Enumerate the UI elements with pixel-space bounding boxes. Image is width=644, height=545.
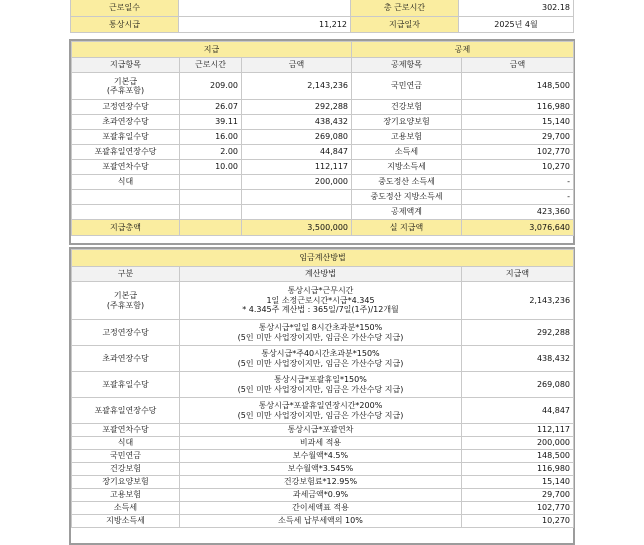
calc-item: 초과연장수당 xyxy=(72,346,180,372)
pay-title: 지급 xyxy=(72,42,352,58)
calc-item: 포괄연차수당 xyxy=(72,424,180,437)
col-header: 금액 xyxy=(462,58,574,73)
deduction-item: 국민연금 xyxy=(352,73,462,100)
calc-amount: 116,980 xyxy=(462,463,574,476)
summary-table xyxy=(70,0,574,33)
calc-method: 간이세액표 적용 xyxy=(180,502,462,515)
table-row xyxy=(72,160,574,175)
table-row xyxy=(72,515,574,528)
calc-item: 고정연장수당 xyxy=(72,320,180,346)
pay-amount xyxy=(242,190,352,205)
total-row xyxy=(72,220,574,236)
table-row xyxy=(72,320,574,346)
col-header: 공제항목 xyxy=(352,58,462,73)
table-row xyxy=(72,476,574,489)
deduction-amount: 423,360 xyxy=(462,205,574,220)
table-row xyxy=(72,398,574,424)
pay-hours: 26.07 xyxy=(180,100,242,115)
deduction-item: 소득세 xyxy=(352,145,462,160)
calc-item: 포괄휴일연장수당 xyxy=(72,398,180,424)
deduction-amount: 116,980 xyxy=(462,100,574,115)
pay-item: 초과연장수당 xyxy=(72,115,180,130)
calc-item: 포괄휴일수당 xyxy=(72,372,180,398)
deduction-item: 고용보험 xyxy=(352,130,462,145)
calc-method: 통상시급*근무시간 1일 소정근로시간*시급*4.345 * 4.345주 계산법 : 365일/7일(1주)/12개월 xyxy=(180,282,462,320)
deduction-title: 공제 xyxy=(352,42,574,58)
total-amount: 3,500,000 xyxy=(242,220,352,236)
calc-amount: 102,770 xyxy=(462,502,574,515)
calc-header-row xyxy=(72,267,574,282)
calc-method: 보수월액*3.545% xyxy=(180,463,462,476)
total-label: 지급총액 xyxy=(72,220,180,236)
calc-title: 임금계산방법 xyxy=(72,250,574,267)
table-row xyxy=(72,205,574,220)
table-row xyxy=(72,100,574,115)
summary-row xyxy=(71,17,574,33)
col-header: 지급액 xyxy=(462,267,574,282)
calc-amount: 29,700 xyxy=(462,489,574,502)
calc-item: 건강보험 xyxy=(72,463,180,476)
calc-table xyxy=(71,249,574,528)
calc-amount: 438,432 xyxy=(462,346,574,372)
calc-amount: 292,288 xyxy=(462,320,574,346)
deduction-amount: 15,140 xyxy=(462,115,574,130)
pay-amount: 112,117 xyxy=(242,160,352,175)
value-work-days xyxy=(179,0,351,17)
value-total-hours: 302.18 xyxy=(459,0,574,17)
table-row xyxy=(72,424,574,437)
value-hourly-wage: 11,212 xyxy=(179,17,351,33)
calc-method: 소득세 납부세액의 10% xyxy=(180,515,462,528)
deduction-item: 공제액계 xyxy=(352,205,462,220)
pay-amount: 44,847 xyxy=(242,145,352,160)
calc-method: 과세금액*0.9% xyxy=(180,489,462,502)
pay-hours: 10.00 xyxy=(180,160,242,175)
deduction-item: 중도정산 지방소득세 xyxy=(352,190,462,205)
calc-method: 보수월액*4.5% xyxy=(180,450,462,463)
col-header: 지급항목 xyxy=(72,58,180,73)
net-label: 실 지급액 xyxy=(352,220,462,236)
deduction-amount: 10,270 xyxy=(462,160,574,175)
deduction-amount: 29,700 xyxy=(462,130,574,145)
pay-hours: 39.11 xyxy=(180,115,242,130)
pay-hours: 209.00 xyxy=(180,73,242,100)
calc-item: 식대 xyxy=(72,437,180,450)
deduction-amount: 102,770 xyxy=(462,145,574,160)
calc-amount: 2,143,236 xyxy=(462,282,574,320)
pay-title-row xyxy=(72,42,574,58)
calc-item: 기본급 (주휴포함) xyxy=(72,282,180,320)
calc-amount: 10,270 xyxy=(462,515,574,528)
col-header: 근로시간 xyxy=(180,58,242,73)
summary-row xyxy=(71,0,574,17)
calc-item: 소득세 xyxy=(72,502,180,515)
table-row xyxy=(72,502,574,515)
calc-method: 통상시급*주40시간초과분*150% (5인 미만 사업장이지만, 임금은 가산수당 지급) xyxy=(180,346,462,372)
pay-hours xyxy=(180,205,242,220)
calc-item: 지방소득세 xyxy=(72,515,180,528)
calc-method: 통상시급*일일 8시간초과분*150% (5인 미만 사업장이지만, 임금은 가산수당 지급) xyxy=(180,320,462,346)
label-work-days: 근로일수 xyxy=(71,0,179,17)
col-header: 금액 xyxy=(242,58,352,73)
pay-amount: 269,080 xyxy=(242,130,352,145)
table-row xyxy=(72,190,574,205)
calc-method: 건강보험료*12.95% xyxy=(180,476,462,489)
pay-item: 포괄휴일수당 xyxy=(72,130,180,145)
pay-hours: 2.00 xyxy=(180,145,242,160)
calc-method: 비과세 적용 xyxy=(180,437,462,450)
pay-amount: 292,288 xyxy=(242,100,352,115)
pay-amount: 200,000 xyxy=(242,175,352,190)
pay-item xyxy=(72,205,180,220)
table-row xyxy=(72,463,574,476)
deduction-item: 장기요양보험 xyxy=(352,115,462,130)
calc-item: 장기요양보험 xyxy=(72,476,180,489)
net-amount: 3,076,640 xyxy=(462,220,574,236)
table-row xyxy=(72,282,574,320)
pay-item: 식대 xyxy=(72,175,180,190)
pay-amount: 2,143,236 xyxy=(242,73,352,100)
calc-amount: 148,500 xyxy=(462,450,574,463)
label-total-hours: 총 근로시간 xyxy=(351,0,459,17)
deduction-item: 중도정산 소득세 xyxy=(352,175,462,190)
calc-item: 국민연금 xyxy=(72,450,180,463)
table-row xyxy=(72,115,574,130)
table-row xyxy=(72,372,574,398)
pay-item xyxy=(72,190,180,205)
pay-amount: 438,432 xyxy=(242,115,352,130)
table-row xyxy=(72,145,574,160)
table-row xyxy=(72,346,574,372)
table-row xyxy=(72,130,574,145)
label-pay-date: 지급일자 xyxy=(351,17,459,33)
pay-item: 고정연장수당 xyxy=(72,100,180,115)
pay-item: 기본급 (주휴포함) xyxy=(72,73,180,100)
pay-hours: 16.00 xyxy=(180,130,242,145)
calc-method: 통상시급*포괄휴일연장시간*200% (5인 미만 사업장이지만, 임금은 가산수당 지급) xyxy=(180,398,462,424)
deduction-item: 건강보험 xyxy=(352,100,462,115)
calc-method: 통상시급*포괄휴일*150% (5인 미만 사업장이지만, 임금은 가산수당 지급) xyxy=(180,372,462,398)
label-hourly-wage: 통상시급 xyxy=(71,17,179,33)
calc-amount: 44,847 xyxy=(462,398,574,424)
calc-amount: 269,080 xyxy=(462,372,574,398)
pay-item: 포괄휴일연장수당 xyxy=(72,145,180,160)
calc-title-row xyxy=(72,250,574,267)
deduction-item: 지방소득세 xyxy=(352,160,462,175)
table-row xyxy=(72,489,574,502)
table-row xyxy=(72,450,574,463)
table-row xyxy=(72,73,574,100)
table-row xyxy=(72,175,574,190)
deduction-amount: - xyxy=(462,175,574,190)
value-pay-date: 2025년 4월 xyxy=(459,17,574,33)
table-row xyxy=(72,437,574,450)
calc-amount: 15,140 xyxy=(462,476,574,489)
pay-table xyxy=(71,41,574,236)
calc-item: 고용보험 xyxy=(72,489,180,502)
deduction-amount: - xyxy=(462,190,574,205)
deduction-amount: 148,500 xyxy=(462,73,574,100)
calc-amount: 112,117 xyxy=(462,424,574,437)
calc-method: 통상시급*포괄연차 xyxy=(180,424,462,437)
col-header: 구분 xyxy=(72,267,180,282)
pay-amount xyxy=(242,205,352,220)
total-spacer xyxy=(180,220,242,236)
pay-hours xyxy=(180,190,242,205)
pay-item: 포괄연차수당 xyxy=(72,160,180,175)
pay-header-row xyxy=(72,58,574,73)
calc-amount: 200,000 xyxy=(462,437,574,450)
col-header: 계산방법 xyxy=(180,267,462,282)
pay-hours xyxy=(180,175,242,190)
